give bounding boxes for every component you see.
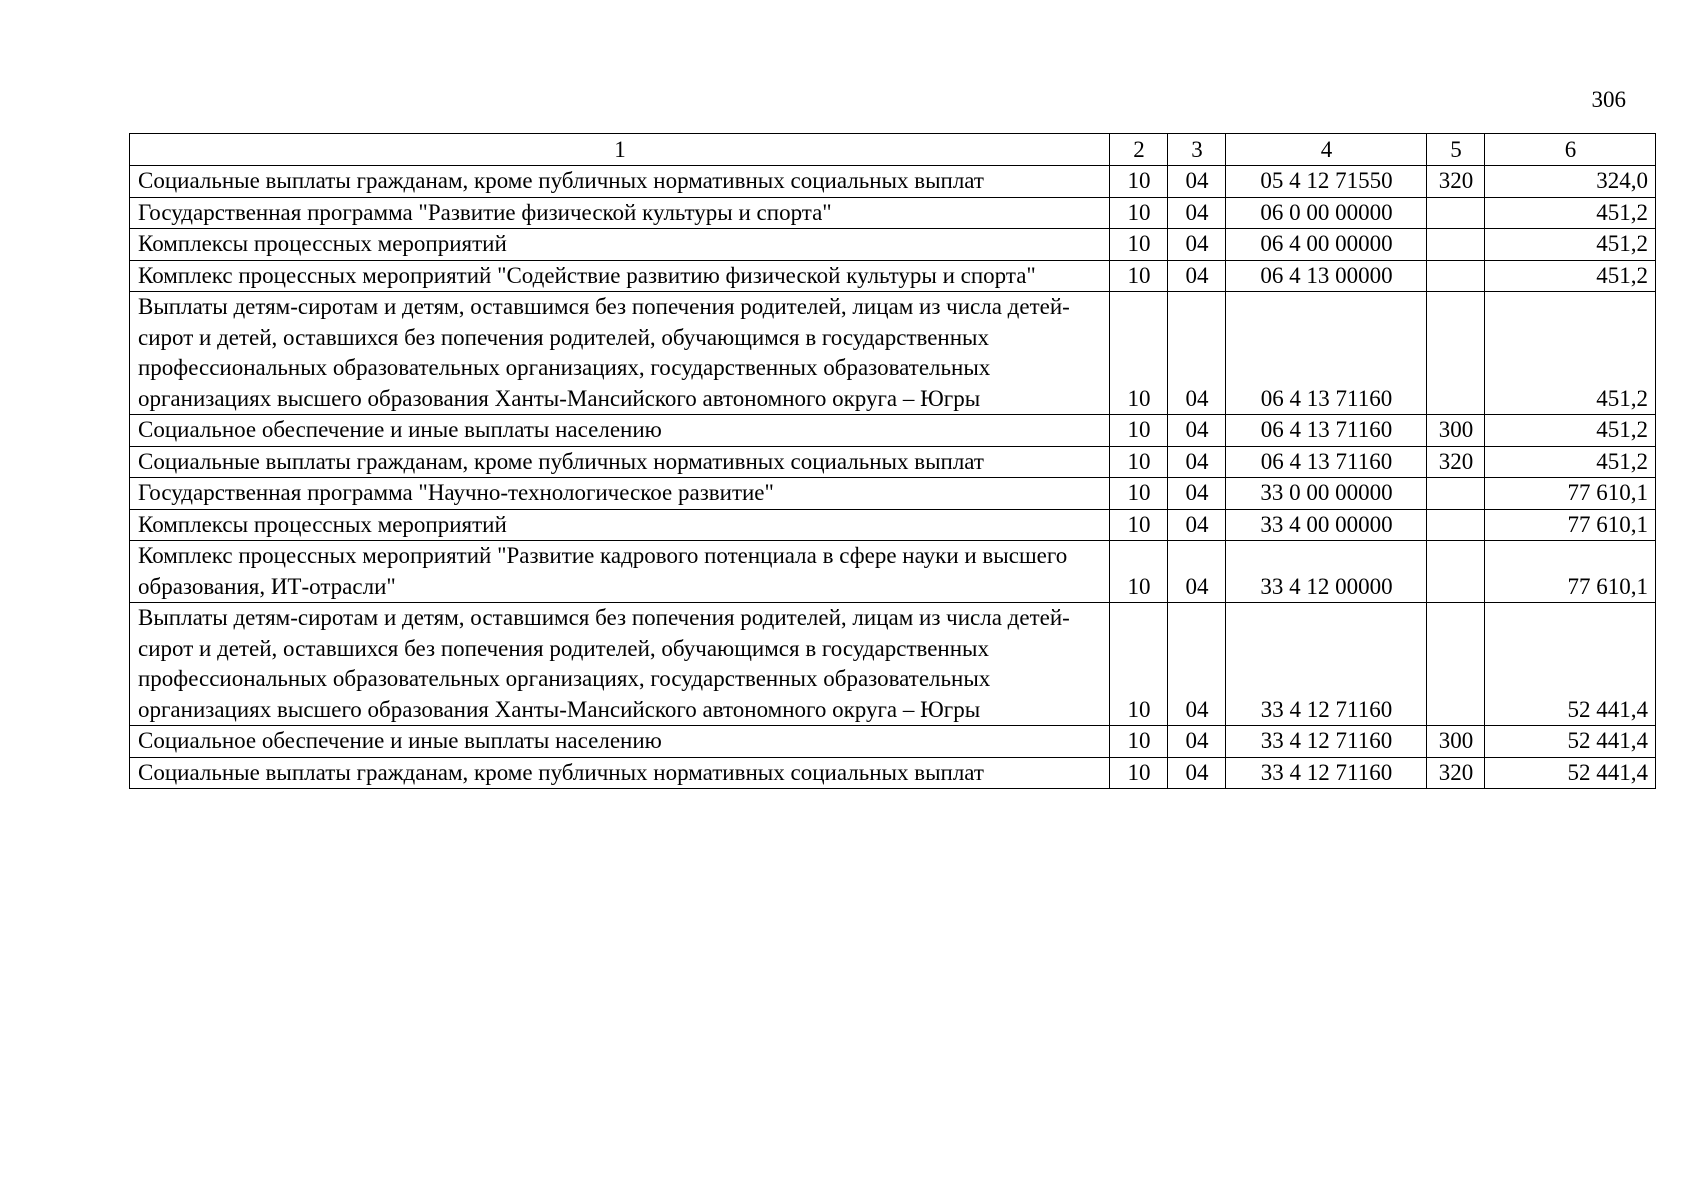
table-row	[130, 541, 1656, 603]
table-row	[130, 726, 1656, 758]
row-expense-type	[1427, 229, 1485, 261]
row-subsection: 04	[1168, 726, 1226, 758]
row-section: 10	[1110, 197, 1168, 229]
header-col-5: 5	[1427, 134, 1485, 166]
row-section: 10	[1110, 509, 1168, 541]
row-target-code: 05 4 12 71550	[1226, 166, 1427, 198]
row-name: Социальное обеспечение и иные выплаты населению	[130, 726, 1110, 758]
row-name: Выплаты детям-сиротам и детям, оставшимся без попечения родителей, лицам из числа детей-сирот и детей, оставшихся без попечения родителей, обучающимся в государственных профессиональных образовательных организациях, государственных образовательных организациях высшего образования Ханты-Мансийского автономного округа – Югры	[130, 292, 1110, 415]
row-section: 10	[1110, 260, 1168, 292]
row-amount: 324,0	[1485, 166, 1656, 198]
row-subsection: 04	[1168, 446, 1226, 478]
row-amount: 451,2	[1485, 197, 1656, 229]
row-section: 10	[1110, 603, 1168, 726]
row-expense-type: 320	[1427, 446, 1485, 478]
row-target-code: 33 4 12 71160	[1226, 603, 1427, 726]
row-subsection: 04	[1168, 415, 1226, 447]
page-number: 306	[1591, 87, 1626, 112]
row-amount: 52 441,4	[1485, 757, 1656, 789]
table-row	[130, 260, 1656, 292]
row-name: Государственная программа "Развитие физической культуры и спорта"	[130, 197, 1110, 229]
table-row	[130, 446, 1656, 478]
row-expense-type	[1427, 509, 1485, 541]
row-section: 10	[1110, 541, 1168, 603]
header-col-1: 1	[130, 134, 1110, 166]
row-subsection: 04	[1168, 292, 1226, 415]
row-subsection: 04	[1168, 509, 1226, 541]
row-amount: 52 441,4	[1485, 726, 1656, 758]
row-target-code: 33 0 00 00000	[1226, 478, 1427, 510]
table-row	[130, 478, 1656, 510]
row-section: 10	[1110, 757, 1168, 789]
row-amount: 451,2	[1485, 260, 1656, 292]
row-target-code: 33 4 12 71160	[1226, 726, 1427, 758]
row-amount: 52 441,4	[1485, 603, 1656, 726]
row-section: 10	[1110, 415, 1168, 447]
row-subsection: 04	[1168, 260, 1226, 292]
table-row	[130, 603, 1656, 726]
row-amount: 451,2	[1485, 292, 1656, 415]
row-amount: 451,2	[1485, 415, 1656, 447]
budget-table	[129, 133, 1656, 789]
header-col-6: 6	[1485, 134, 1656, 166]
row-subsection: 04	[1168, 166, 1226, 198]
row-target-code: 06 4 13 00000	[1226, 260, 1427, 292]
row-target-code: 33 4 12 00000	[1226, 541, 1427, 603]
header-col-3: 3	[1168, 134, 1226, 166]
row-section: 10	[1110, 292, 1168, 415]
row-section: 10	[1110, 726, 1168, 758]
row-section: 10	[1110, 166, 1168, 198]
row-name: Комплекс процессных мероприятий "Развитие кадрового потенциала в сфере науки и высшего образования, ИТ-отрасли"	[130, 541, 1110, 603]
row-section: 10	[1110, 446, 1168, 478]
row-subsection: 04	[1168, 478, 1226, 510]
row-target-code: 06 4 13 71160	[1226, 446, 1427, 478]
row-expense-type: 320	[1427, 166, 1485, 198]
row-amount: 77 610,1	[1485, 509, 1656, 541]
row-name: Комплексы процессных мероприятий	[130, 229, 1110, 261]
row-name: Социальные выплаты гражданам, кроме публичных нормативных социальных выплат	[130, 446, 1110, 478]
row-expense-type	[1427, 478, 1485, 510]
row-subsection: 04	[1168, 197, 1226, 229]
row-expense-type	[1427, 541, 1485, 603]
row-amount: 77 610,1	[1485, 541, 1656, 603]
row-name: Выплаты детям-сиротам и детям, оставшимся без попечения родителей, лицам из числа детей-сирот и детей, оставшихся без попечения родителей, обучающимся в государственных профессиональных образовательных организациях, государственных образовательных организациях высшего образования Ханты-Мансийского автономного округа – Югры	[130, 603, 1110, 726]
table-row	[130, 197, 1656, 229]
row-name: Социальные выплаты гражданам, кроме публичных нормативных социальных выплат	[130, 757, 1110, 789]
row-subsection: 04	[1168, 229, 1226, 261]
row-name: Государственная программа "Научно-технологическое развитие"	[130, 478, 1110, 510]
row-target-code: 06 4 00 00000	[1226, 229, 1427, 261]
row-name: Социальное обеспечение и иные выплаты населению	[130, 415, 1110, 447]
row-amount: 77 610,1	[1485, 478, 1656, 510]
row-section: 10	[1110, 229, 1168, 261]
row-target-code: 06 0 00 00000	[1226, 197, 1427, 229]
row-section: 10	[1110, 478, 1168, 510]
row-amount: 451,2	[1485, 446, 1656, 478]
row-expense-type	[1427, 603, 1485, 726]
row-expense-type	[1427, 197, 1485, 229]
row-expense-type: 320	[1427, 757, 1485, 789]
table-row	[130, 415, 1656, 447]
table-row	[130, 292, 1656, 415]
table-row	[130, 229, 1656, 261]
table-row	[130, 509, 1656, 541]
row-name: Комплексы процессных мероприятий	[130, 509, 1110, 541]
row-target-code: 33 4 12 71160	[1226, 757, 1427, 789]
row-subsection: 04	[1168, 603, 1226, 726]
row-target-code: 06 4 13 71160	[1226, 292, 1427, 415]
table-header-row	[130, 134, 1656, 166]
row-target-code: 06 4 13 71160	[1226, 415, 1427, 447]
table-row	[130, 757, 1656, 789]
row-subsection: 04	[1168, 757, 1226, 789]
table-row	[130, 166, 1656, 198]
row-subsection: 04	[1168, 541, 1226, 603]
row-name: Комплекс процессных мероприятий "Содействие развитию физической культуры и спорта"	[130, 260, 1110, 292]
row-expense-type	[1427, 292, 1485, 415]
row-expense-type: 300	[1427, 415, 1485, 447]
row-expense-type	[1427, 260, 1485, 292]
row-name: Социальные выплаты гражданам, кроме публичных нормативных социальных выплат	[130, 166, 1110, 198]
header-col-4: 4	[1226, 134, 1427, 166]
row-expense-type: 300	[1427, 726, 1485, 758]
row-amount: 451,2	[1485, 229, 1656, 261]
row-target-code: 33 4 00 00000	[1226, 509, 1427, 541]
header-col-2: 2	[1110, 134, 1168, 166]
